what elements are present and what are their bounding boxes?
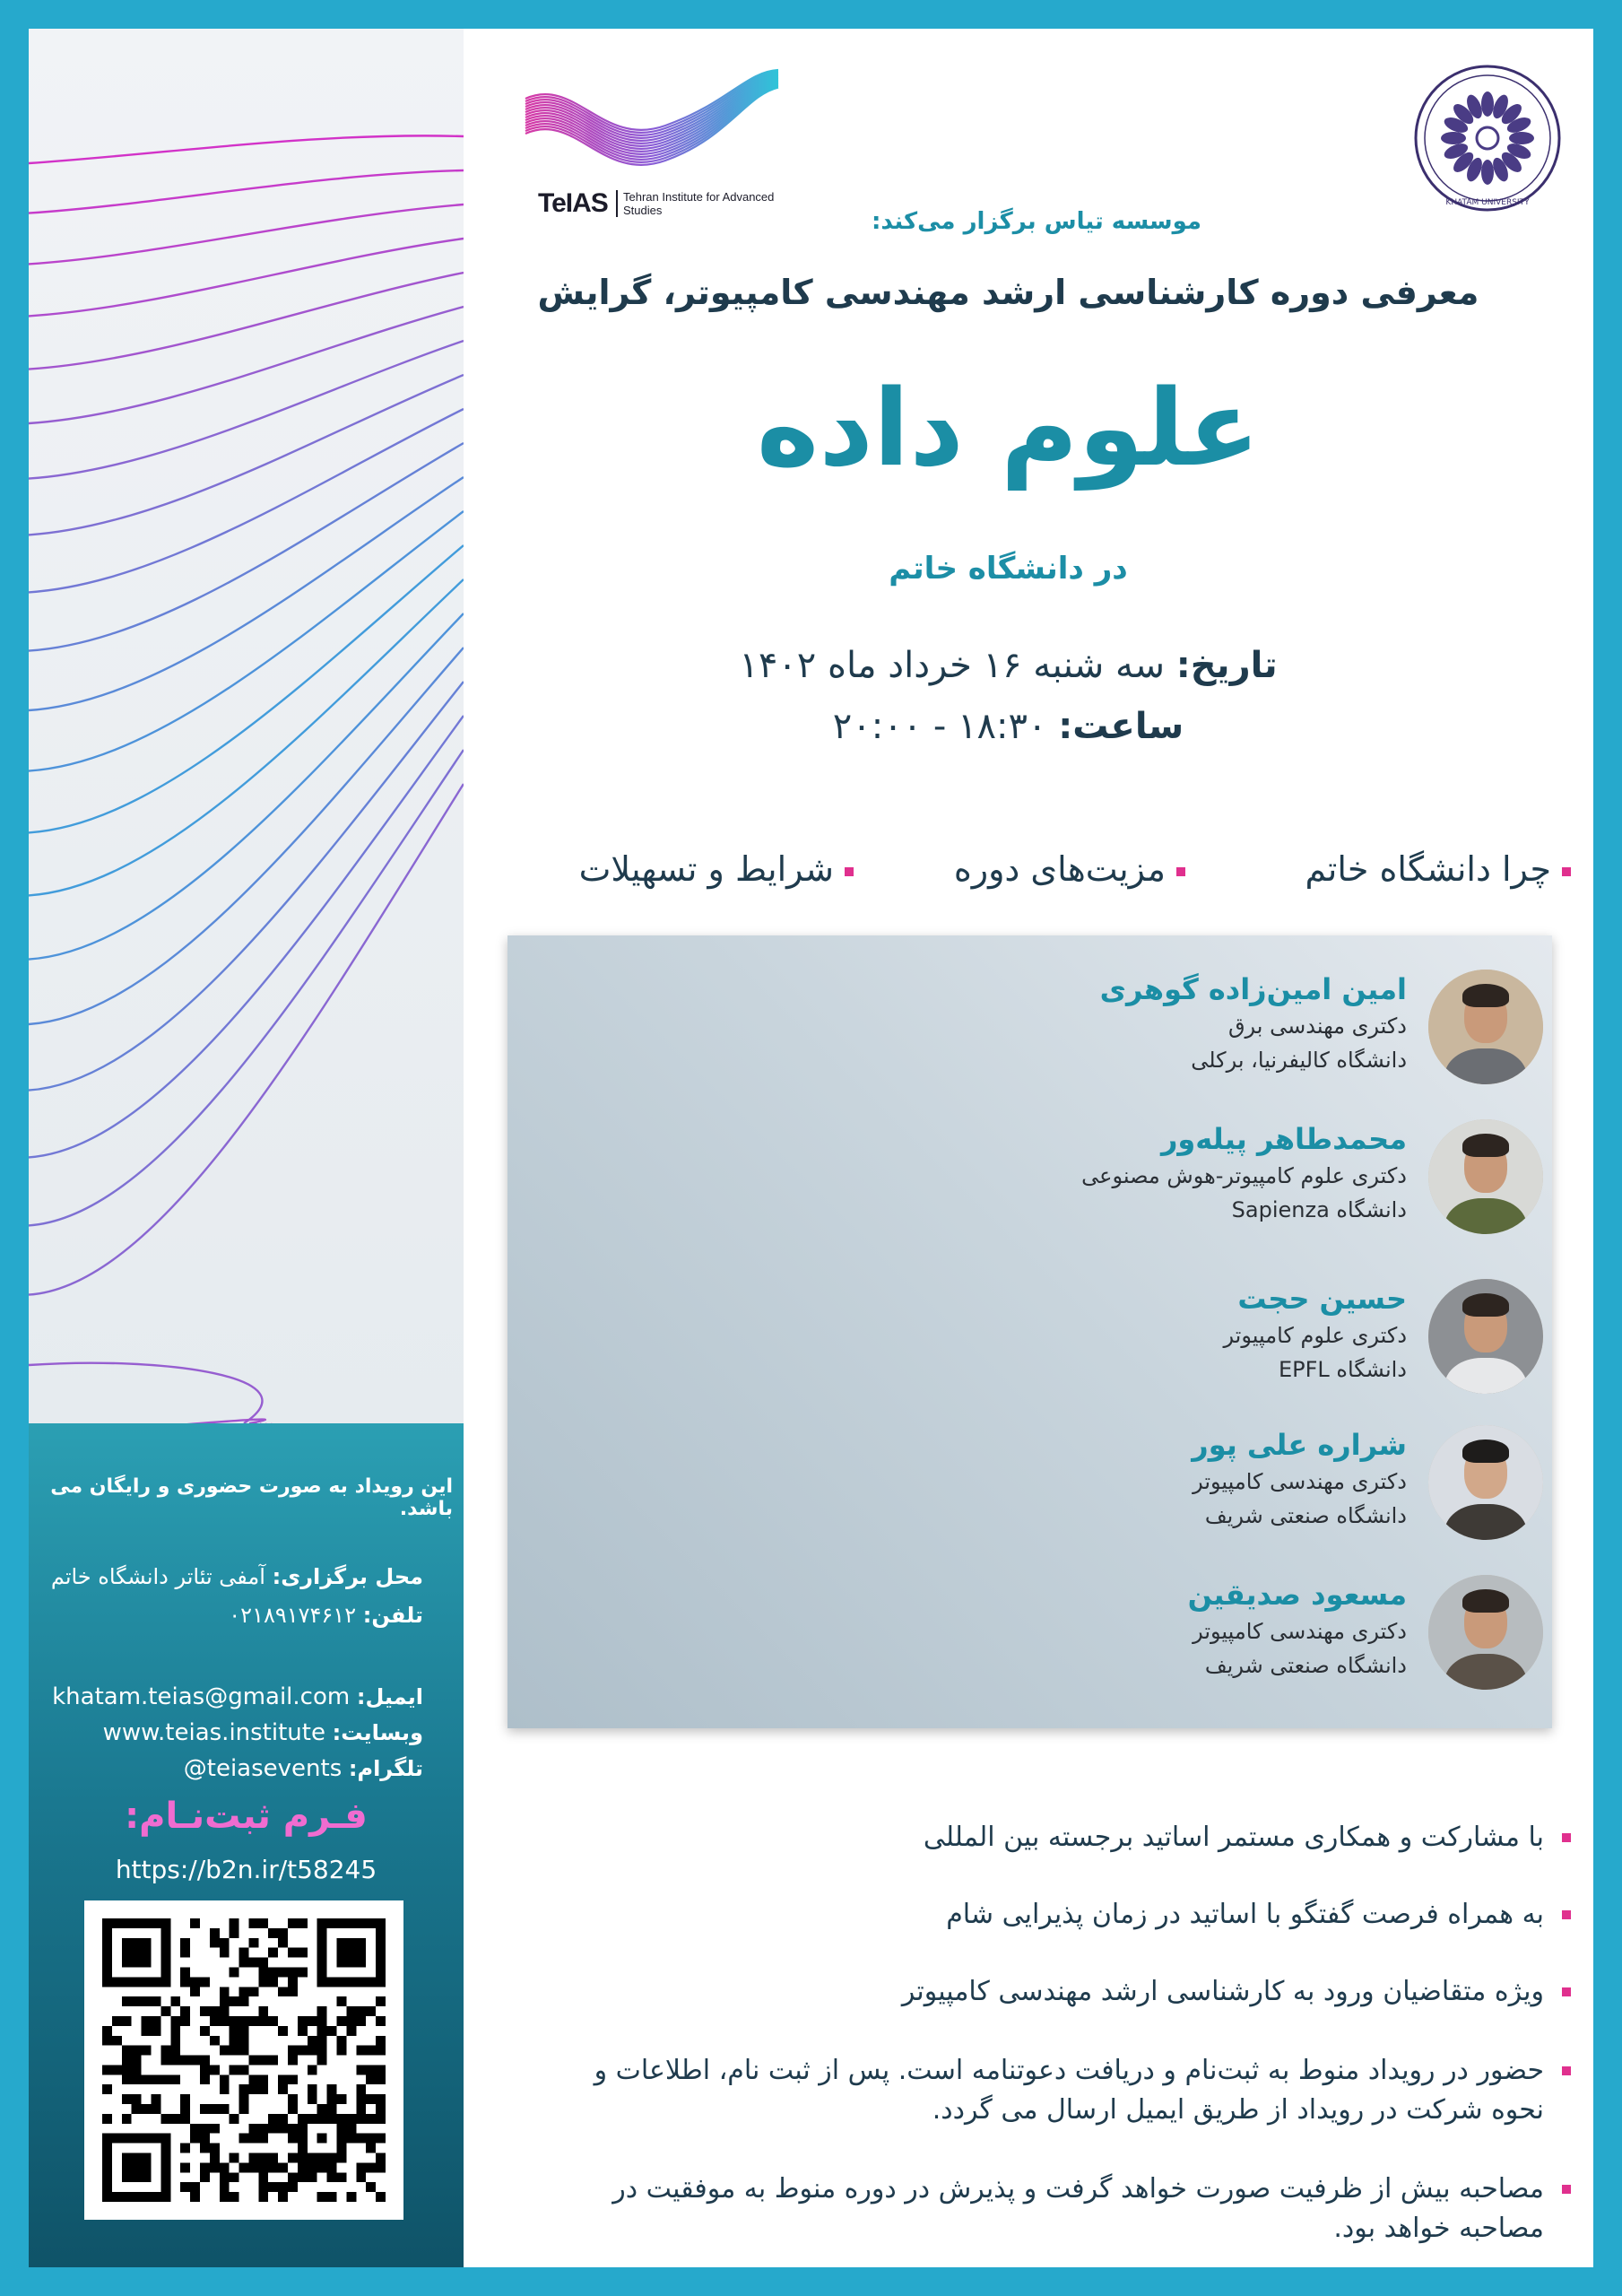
bullet-square-icon <box>1562 867 1571 876</box>
speaker-photo <box>1428 1575 1543 1690</box>
phone-value: ۰۲۱۸۹۱۷۴۶۱۲ <box>229 1603 357 1628</box>
bullet-square-icon <box>1176 867 1185 876</box>
left-column <box>29 29 464 2267</box>
speaker-card <box>853 1279 1480 1405</box>
speaker-photo <box>1428 1425 1543 1540</box>
phone-line <box>229 1603 423 1628</box>
speaker-name: مسعود صدیقین <box>1187 1578 1407 1612</box>
email-line <box>52 1683 423 1710</box>
decorative-line <box>29 409 464 592</box>
time-label: ساعت: <box>1058 706 1184 747</box>
info-box <box>29 1423 464 2267</box>
date-value: سه شنبه ۱۶ خرداد ماه ۱۴۰۲ <box>739 645 1165 686</box>
decorative-line <box>29 273 464 370</box>
website-line <box>103 1719 423 1746</box>
speaker-university: دانشگاه Sapienza <box>1231 1197 1407 1222</box>
email-value[interactable]: khatam.teias@gmail.com <box>52 1683 351 1710</box>
decorative-line <box>29 1363 262 1423</box>
list-item: ویژه متقاضیان ورود به کارشناسی ارشد مهندسی کامپیوتر <box>540 1972 1544 2012</box>
registration-form-title: فـرم ثبت‌نـام: <box>125 1796 368 1837</box>
list-item: حضور در رویداد منوط به ثبت‌نام و دریافت دعوتنامه است. پس از ثبت نام، اطلاعات و نحوه شرکت در رویداد از طریق ایمیل ارسال می گردد. <box>540 2051 1544 2130</box>
topic-item: شرایط و تسهیلات <box>579 849 854 889</box>
main-title: علوم داده <box>756 366 1261 490</box>
phone-label: تلفن: <box>362 1603 423 1628</box>
list-item: به همراه فرصت گفتگو با اساتید در زمان پذیرایی شام <box>540 1895 1544 1935</box>
wave-lines-icon <box>29 29 464 1423</box>
speaker-university: دانشگاه صنعتی شریف <box>1204 1653 1407 1678</box>
intro-heading: معرفی دوره کارشناسی ارشد مهندسی کامپیوتر، گرایش <box>537 273 1479 312</box>
decorative-line <box>29 375 464 535</box>
decorative-line <box>29 784 464 1295</box>
organizer-line: موسسه تیاس برگزار می‌کند: <box>871 208 1201 235</box>
decorative-line <box>29 545 464 832</box>
speaker-degree: دکتری مهندسی برق <box>1227 1013 1407 1039</box>
decorative-line <box>29 204 464 264</box>
time-line <box>495 706 1522 747</box>
speaker-degree: دکتری مهندسی کامپیوتر <box>1193 1619 1407 1644</box>
qr-code-icon <box>102 1918 386 2202</box>
decorative-line <box>29 170 464 213</box>
speaker-name: شراره علی پور <box>1192 1428 1407 1462</box>
date-line <box>495 645 1522 686</box>
free-event-note: این رویداد به صورت حضوری و رایگان می باشد. <box>50 1475 453 1520</box>
speaker-degree: دکتری مهندسی کامپیوتر <box>1193 1469 1407 1494</box>
website-label: وبسایت: <box>332 1720 423 1745</box>
telegram-label: تلگرام: <box>348 1756 423 1781</box>
qr-code[interactable] <box>84 1900 403 2220</box>
speaker-degree: دکتری علوم کامپیوتر-هوش مصنوعی <box>1081 1163 1407 1188</box>
speaker-degree: دکتری علوم کامپیوتر <box>1223 1323 1407 1348</box>
website-value[interactable]: www.teias.institute <box>102 1719 325 1746</box>
svg-text:KHATAM UNIVERSITY: KHATAM UNIVERSITY <box>1445 198 1530 207</box>
location-line <box>51 1564 423 1589</box>
bullet-square-icon <box>1562 1987 1571 1996</box>
speaker-card <box>853 1119 1480 1245</box>
email-label: ایمیل: <box>356 1684 423 1709</box>
telegram-line <box>184 1755 423 1782</box>
location-value: آمفی تئاتر دانشگاه خاتم <box>50 1564 265 1589</box>
decorative-line <box>29 239 464 316</box>
speaker-university: دانشگاه صنعتی شریف <box>1204 1503 1407 1528</box>
teias-short-name: TeIAS <box>538 188 608 218</box>
speaker-university: دانشگاه EPFL <box>1278 1357 1407 1382</box>
speaker-name: محمدطاهر پیله‌ور <box>1160 1122 1407 1156</box>
speaker-photo <box>1428 1279 1543 1394</box>
decorative-line <box>29 135 464 163</box>
teias-wave-icon <box>522 63 782 184</box>
bullet-square-icon <box>845 867 854 876</box>
bullet-square-icon <box>1562 1910 1571 1919</box>
time-value: ۱۸:۳۰ - ۲۰:۰۰ <box>832 706 1047 747</box>
topic-item: چرا دانشگاه خاتم <box>1305 849 1571 889</box>
bullet-square-icon <box>1562 1833 1571 1842</box>
bullet-square-icon <box>1562 2185 1571 2194</box>
speaker-university: دانشگاه کالیفرنیا، برکلی <box>1191 1048 1407 1073</box>
list-item: مصاحبه بیش از ظرفیت صورت خواهد گرفت و پذیرش در دوره منوط به موفقیت در مصاحبه خواهد بود. <box>540 2170 1544 2248</box>
date-label: تاریخ: <box>1175 645 1278 686</box>
speaker-name: امین امین‌زاده گوهری <box>1099 972 1407 1006</box>
teias-full-name: Tehran Institute for Advanced Studies <box>623 190 775 217</box>
decorative-line <box>29 443 464 651</box>
decorative-lines <box>29 29 464 1423</box>
speaker-name: حسین حجت <box>1237 1282 1407 1316</box>
speaker-card <box>853 1425 1480 1551</box>
speakers-panel <box>507 935 1552 1728</box>
speaker-card <box>853 970 1480 1095</box>
venue-line: در دانشگاه خاتم <box>889 551 1128 587</box>
teias-logo <box>522 63 782 224</box>
poster-frame <box>29 29 1593 2267</box>
registration-url[interactable]: https://b2n.ir/t58245 <box>115 1855 377 1884</box>
decorative-line <box>29 682 464 1091</box>
speaker-photo <box>1428 1119 1543 1234</box>
decorative-line <box>29 750 464 1225</box>
speaker-photo <box>1428 970 1543 1084</box>
speaker-card <box>853 1575 1480 1700</box>
list-item: با مشارکت و همکاری مستمر اساتید برجسته بین المللی <box>540 1818 1544 1857</box>
telegram-value[interactable]: @teiasevents <box>183 1755 343 1782</box>
decorative-line <box>29 613 464 960</box>
location-label: محل برگزاری: <box>272 1564 423 1589</box>
topic-item: مزیت‌های دوره <box>954 849 1185 889</box>
bullet-square-icon <box>1562 2066 1571 2075</box>
khatam-seal-icon <box>1412 63 1563 213</box>
